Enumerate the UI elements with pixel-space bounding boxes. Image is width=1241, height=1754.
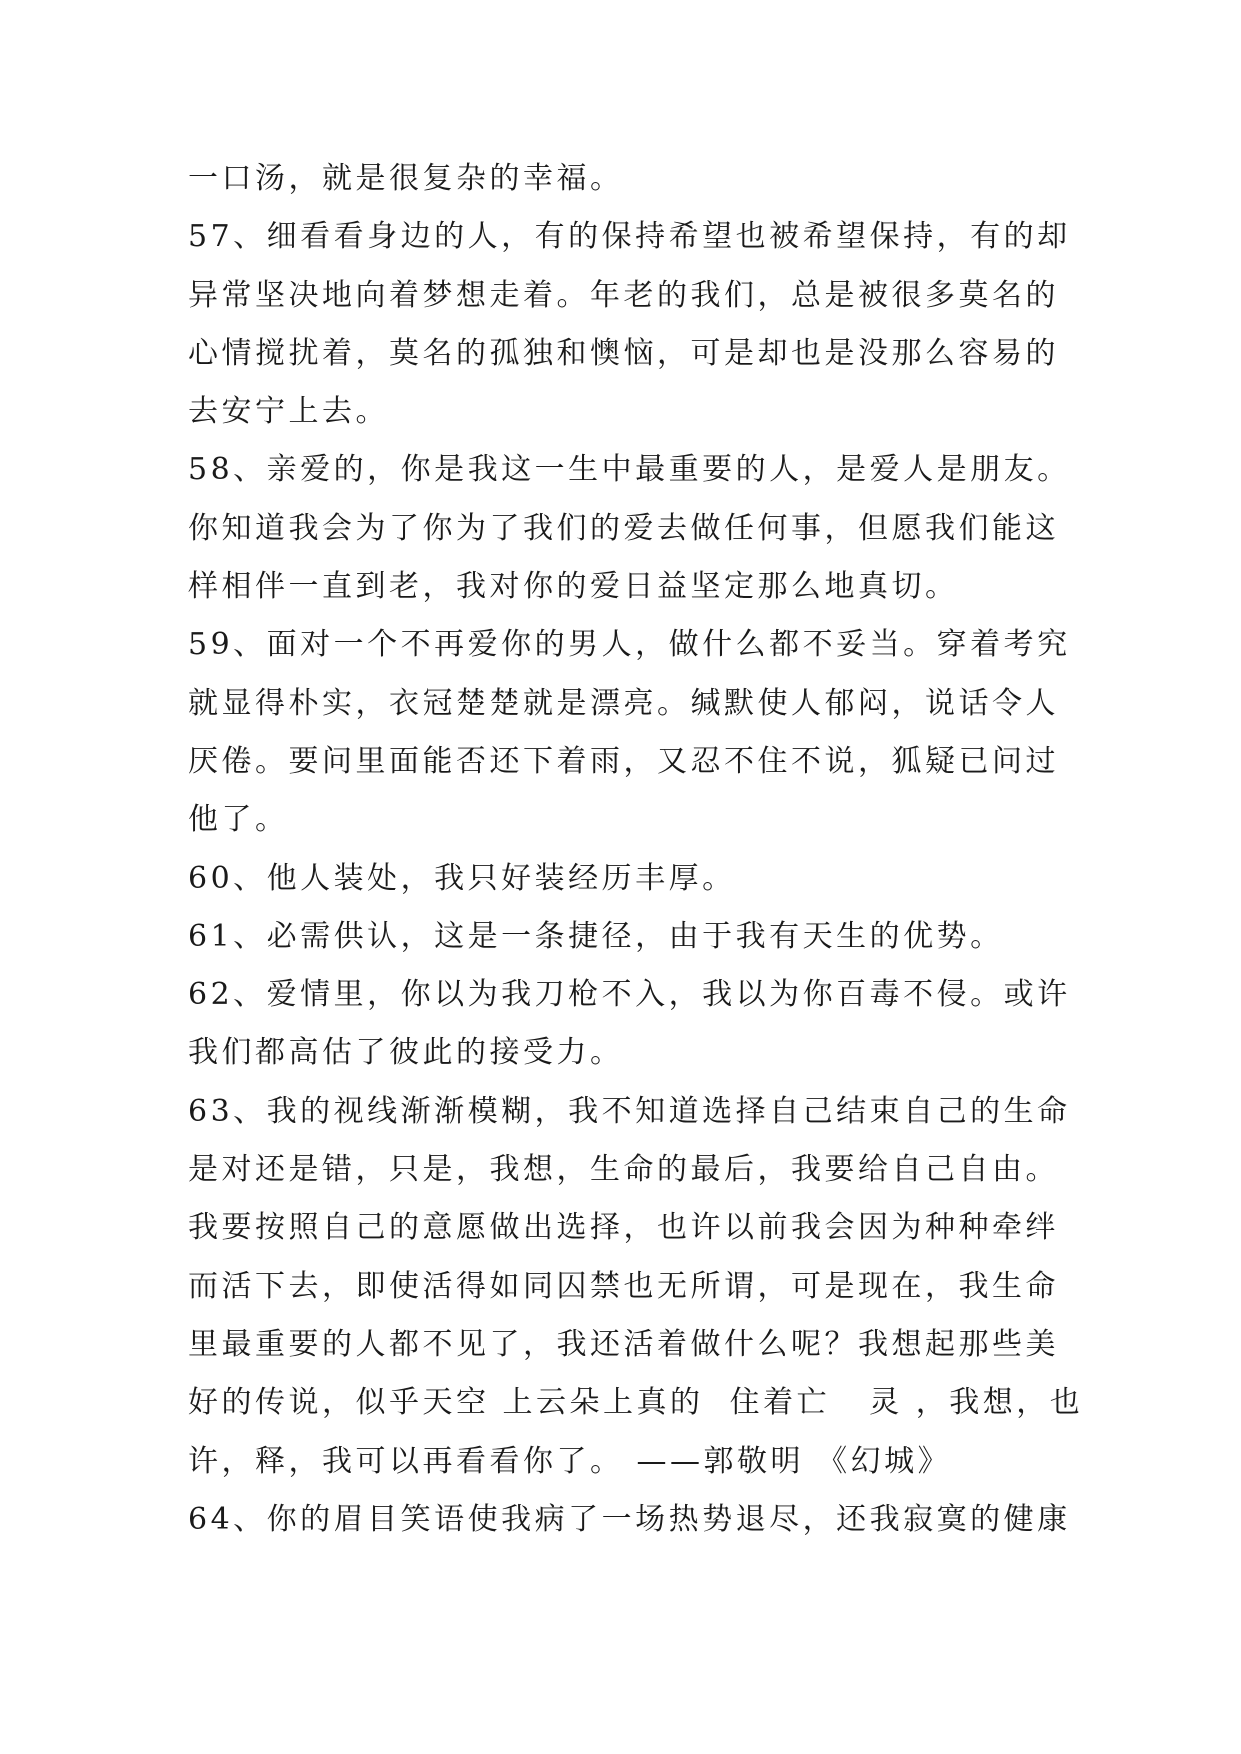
text-line: 63、我的视线渐渐模糊，我不知道选择自己结束自己的生命 — [188, 1093, 1071, 1129]
text-line: 许，释，我可以再看看你了。 ——郭敬明 《幻城》 — [188, 1443, 952, 1479]
text-line: 我要按照自己的意愿做出选择，也许以前我会因为种种牵绊 — [188, 1210, 1059, 1246]
text-line: 59、面对一个不再爱你的男人，做什么都不妥当。穿着考究 — [188, 627, 1071, 663]
text-line: 心情搅扰着，莫名的孤独和懊恼，可是却也是没那么容易的 — [188, 335, 1059, 371]
text-line: 厌倦。要问里面能否还下着雨，又忍不住不说，狐疑已问过 — [188, 743, 1059, 779]
text-line: 样相伴一直到老，我对你的爱日益坚定那么地真切。 — [188, 569, 959, 605]
document-body — [188, 160, 1084, 1559]
text-line: 去安宁上去。 — [188, 394, 389, 430]
text-line: 58、亲爱的，你是我这一生中最重要的人，是爱人是朋友。 — [188, 452, 1071, 488]
text-line: 而活下去，即使活得如同囚禁也无所谓，可是现在，我生命 — [188, 1268, 1059, 1304]
text-line: 你知道我会为了你为了我们的爱去做任何事，但愿我们能这 — [188, 510, 1059, 546]
text-line: 60、他人装处，我只好装经历丰厚。 — [188, 860, 736, 896]
text-line: 61、必需供认，这是一条捷径，由于我有天生的优势。 — [188, 918, 1004, 954]
text-line: 里最重要的人都不见了，我还活着做什么呢？我想起那些美 — [188, 1326, 1059, 1362]
text-line: 异常坚决地向着梦想走着。年老的我们，总是被很多莫名的 — [188, 277, 1059, 313]
text-line: 就显得朴实，衣冠楚楚就是漂亮。缄默使人郁闷，说话令人 — [188, 685, 1059, 721]
text-line: 62、爱情里，你以为我刀枪不入，我以为你百毒不侵。或许 — [188, 977, 1071, 1013]
text-line: 64、你的眉目笑语使我病了一场热势退尽，还我寂寞的健康 — [188, 1501, 1071, 1537]
text-line: 是对还是错，只是，我想，生命的最后，我要给自己自由。 — [188, 1152, 1059, 1188]
text-line: 我们都高估了彼此的接受力。 — [188, 1035, 624, 1071]
text-line: 好的传说，似乎天空 上云朵上真的 住着亡 灵 ，我想，也 — [188, 1385, 1084, 1421]
text-line: 他了。 — [188, 802, 289, 838]
text-line: 57、细看看身边的人，有的保持希望也被希望保持，有的却 — [188, 219, 1071, 255]
text-line: 一口汤，就是很复杂的幸福。 — [188, 161, 624, 196]
